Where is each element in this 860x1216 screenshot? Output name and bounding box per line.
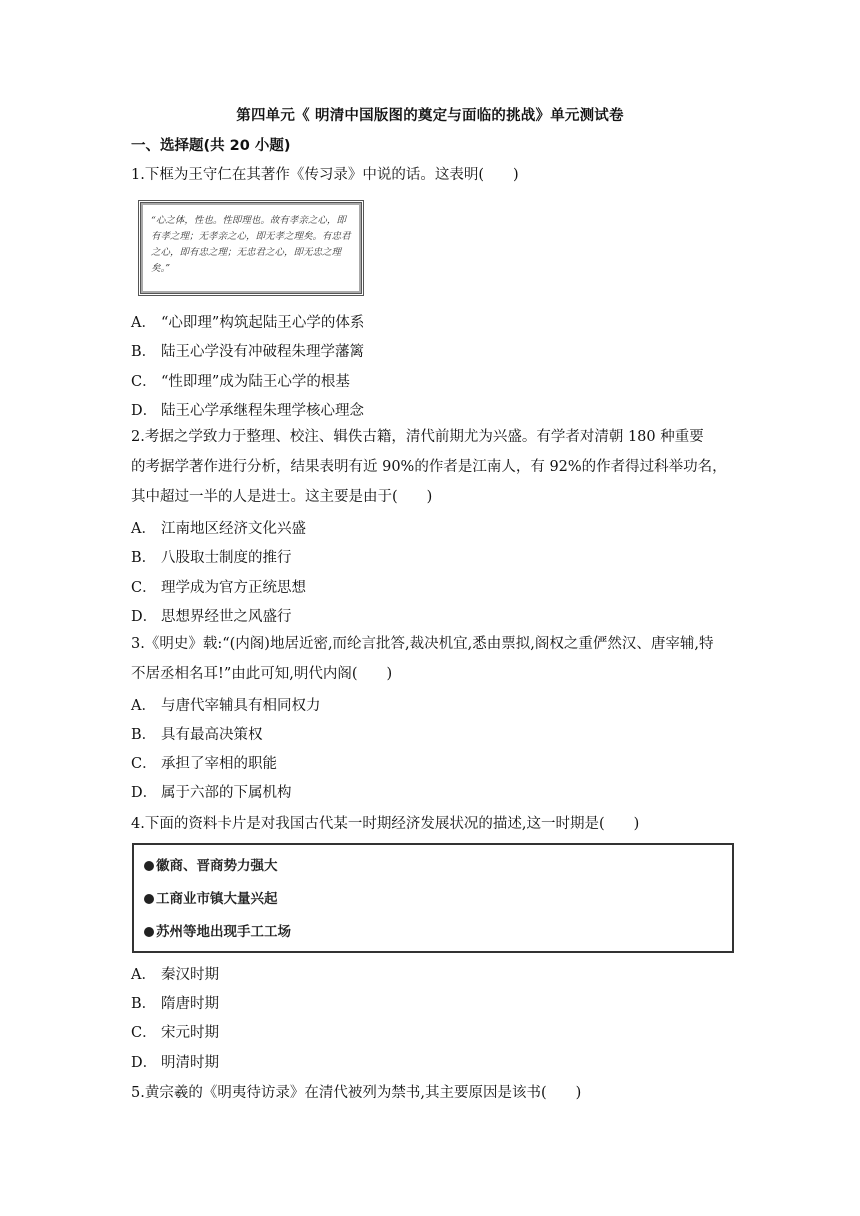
- question-2-option-a[interactable]: A． 江南地区经济文化兴盛: [131, 521, 306, 537]
- quote-image-box: [138, 200, 364, 296]
- bullet-icon: [144, 927, 154, 937]
- question-4-option-a[interactable]: A． 秦汉时期: [131, 967, 219, 983]
- question-1-option-c[interactable]: C． “性即理”成为陆王心学的根基: [131, 374, 350, 390]
- question-4-option-b[interactable]: B． 隋唐时期: [131, 996, 219, 1012]
- question-3-option-b[interactable]: B． 具有最高决策权: [131, 727, 263, 743]
- section-heading: 一、选择题(共 20 小题): [131, 138, 291, 154]
- bullet-icon: [144, 894, 154, 904]
- question-2-option-c[interactable]: C． 理学成为官方正统思想: [131, 580, 306, 596]
- bullet-icon: [144, 861, 154, 871]
- question-4-option-d[interactable]: D． 明清时期: [131, 1055, 219, 1071]
- question-2-option-d[interactable]: D． 思想界经世之风盛行: [131, 609, 292, 625]
- card-item: 工商业市镇大量兴起: [144, 887, 278, 907]
- card-item: 苏州等地出现手工工场: [144, 920, 291, 940]
- question-5-stem: 5.黄宗羲的《明夷待访录》在清代被列为禁书,其主要原因是该书( ): [131, 1085, 582, 1101]
- question-3-option-a[interactable]: A． 与唐代宰辅具有相同权力: [131, 698, 321, 714]
- data-card: [132, 843, 734, 953]
- question-1-stem: 1.下框为王守仁在其著作《传习录》中说的话。这表明( ): [131, 167, 519, 183]
- question-3-stem: 3.《明史》载:“(内阁)地居近密,而纶言批答,裁决机宜,悉由票拟,阁权之重俨然汉、唐宰辅,特 不居丞相名耳!”由此可知,明代内阁( ): [131, 636, 714, 682]
- card-item: 徽商、晋商势力强大: [144, 854, 278, 874]
- question-2-stem: 2.考据之学致力于整理、校注、辑佚古籍，清代前期尤为兴盛。有学者对清朝 180 种重要 的考据学著作进行分析，结果表明有近 90%的作者是江南人，有 92%的作者得过科举功名， 其中超过一半的人是进士。这主要是由于( ): [131, 429, 727, 505]
- question-4-option-c[interactable]: C． 宋元时期: [131, 1025, 219, 1041]
- question-2-option-b[interactable]: B． 八股取士制度的推行: [131, 550, 292, 566]
- question-3-option-d[interactable]: D． 属于六部的下属机构: [131, 785, 292, 801]
- document-title: 第四单元《 明清中国版图的奠定与面临的挑战》单元测试卷: [236, 108, 624, 124]
- question-3-option-c[interactable]: C． 承担了宰相的职能: [131, 756, 277, 772]
- question-1-option-a[interactable]: A． “心即理”构筑起陆王心学的体系: [131, 315, 365, 331]
- question-1-option-d[interactable]: D． 陆王心学承继程朱理学核心理念: [131, 403, 364, 419]
- quote-text: “心之体，性也。性即理也。故有孝亲之心，即有孝之理；无孝亲之心，即无孝之理矣。有忠君之心，即有忠之理；无忠君之心，即无忠之理矣。”: [151, 215, 351, 274]
- question-4-stem: 4.下面的资料卡片是对我国古代某一时期经济发展状况的描述,这一时期是( ): [131, 816, 640, 832]
- question-1-option-b[interactable]: B． 陆王心学没有冲破程朱理学藩篱: [131, 344, 364, 360]
